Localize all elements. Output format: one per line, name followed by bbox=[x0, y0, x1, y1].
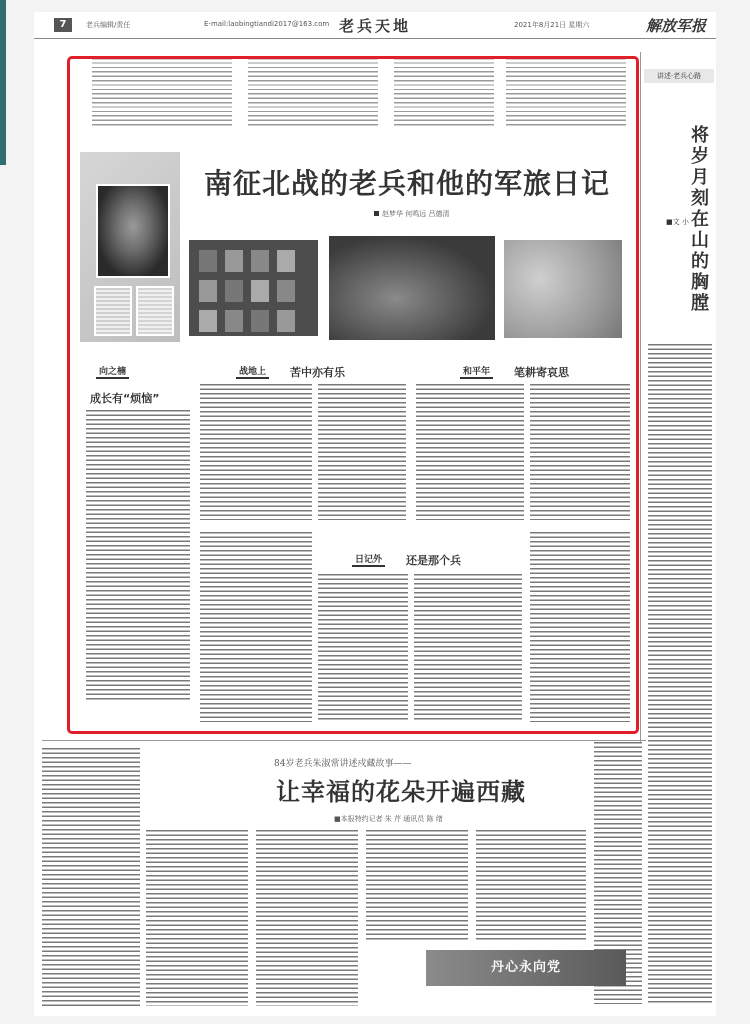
bottom-article-title: 让幸福的花朵开遍西藏 bbox=[276, 778, 526, 806]
section-heading: 苦中亦有乐 bbox=[290, 366, 345, 379]
edition-label: 老兵编辑/责任 bbox=[86, 21, 131, 29]
section-title: 老兵天地 bbox=[339, 17, 412, 35]
section-tag: 战地上 bbox=[236, 364, 269, 379]
section-heading: 成长有“烦恼” bbox=[90, 392, 160, 405]
email-label: E-mail:laobingtiandi2017@163.com bbox=[204, 20, 330, 28]
section-tag: 和平年 bbox=[460, 364, 493, 379]
section-tag: 日记外 bbox=[352, 552, 385, 567]
main-article-byline: 赵梦华 何鸣远 吕德清 bbox=[374, 209, 449, 219]
section-tag: 向之楠 bbox=[96, 364, 129, 379]
bottom-article-text bbox=[146, 830, 248, 1006]
page-header bbox=[34, 12, 716, 39]
bottom-article-subtitle: 84岁老兵朱淑常讲述戍藏故事—— bbox=[274, 759, 412, 769]
bottom-left-text bbox=[42, 748, 140, 1006]
section-heading: 笔耕寄哀思 bbox=[514, 366, 569, 379]
bottom-article-text bbox=[256, 830, 358, 1006]
bottom-article-byline: ■本报特约记者 朱 芹 通讯员 陈 绪 bbox=[334, 815, 443, 823]
column-text bbox=[648, 344, 712, 1004]
column-tag: 讲述·老兵心路 bbox=[644, 69, 714, 83]
column-title: 将岁月刻在山的胸膛 bbox=[691, 125, 709, 314]
main-article-title: 南征北战的老兵和他的军旅日记 bbox=[204, 167, 611, 200]
page-edge-bar bbox=[0, 0, 6, 165]
newspaper-logo: 解放军报 bbox=[646, 17, 707, 35]
column-divider bbox=[640, 52, 641, 742]
bottom-article-text bbox=[366, 830, 468, 942]
section-heading: 还是那个兵 bbox=[406, 554, 461, 567]
newspaper-page bbox=[34, 12, 716, 1016]
issue-date: 2021年8月21日 星期六 bbox=[514, 21, 590, 29]
party-banner: 丹心永向党 bbox=[426, 950, 626, 986]
page-number: 7 bbox=[54, 18, 72, 32]
bottom-divider bbox=[42, 740, 646, 741]
highlight-frame bbox=[67, 56, 639, 734]
column-author: ■文 小 bbox=[666, 218, 689, 226]
bottom-article-text bbox=[476, 830, 586, 942]
